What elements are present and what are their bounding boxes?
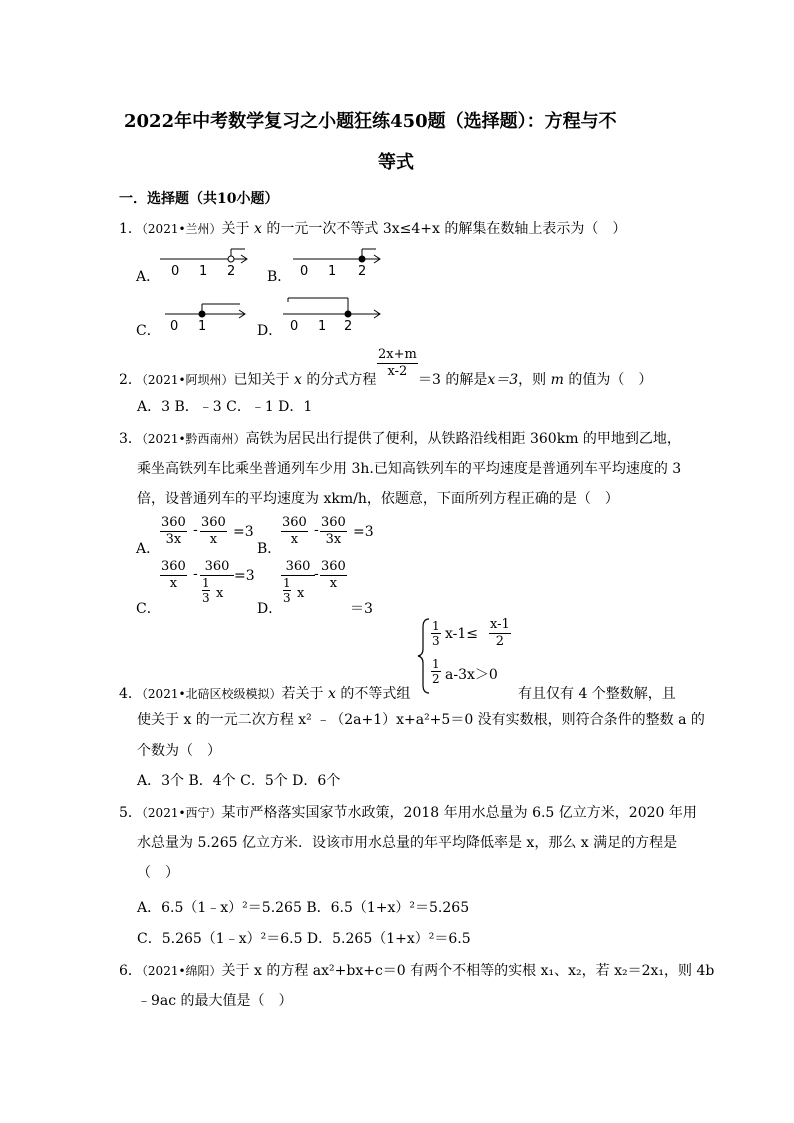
q3c-eq: =3 xyxy=(234,568,255,584)
q3a-minus: - xyxy=(193,522,198,538)
q3c-frac-2: 360 1 3 x xyxy=(200,559,234,610)
q5-number: 5． xyxy=(119,805,142,821)
q1-text-a: 关于 xyxy=(221,221,250,237)
q3c-minus: - xyxy=(193,566,198,582)
question-6-line2: ﹣9ac 的最大值是（ ） xyxy=(137,993,293,1009)
q1-option-a-numberline xyxy=(155,247,255,277)
q3-option-b-label: B． xyxy=(257,541,282,557)
question-4-line2: 使关于 x 的一元二次方程 x² ﹣（2a+1）x+a²+5＝0 没有实数根，则符合条件的整数 a 的 xyxy=(137,712,705,728)
q3b-frac-2: $\frac{360}{3x}$ xyxy=(321,515,346,547)
q1-option-d-numberline xyxy=(278,296,388,332)
q4-options: A．3个 B．4个 C．5个 D．6个 xyxy=(137,773,341,789)
q3-option-a-label: A． xyxy=(136,541,161,557)
q2-var-m: m xyxy=(550,372,564,388)
q4-sys1-mid: x-1≤ xyxy=(445,626,479,642)
q4-sys2-frac: $\frac{1}{2}$ xyxy=(432,657,440,686)
q1-option-a-label: A． xyxy=(136,269,161,285)
q1a-tick-1: 1 xyxy=(199,264,208,277)
q6-text-line1: 关于 x 的方程 ax²+bx+c＝0 有两个不相等的实根 x₁、x₂，若 x₂＝2x₁，则 4b xyxy=(221,963,715,979)
q1d-tick-2: 2 xyxy=(344,319,353,332)
q2-fraction xyxy=(377,347,418,380)
q2-text-b: 的分式方程 xyxy=(306,372,377,388)
q1-option-c-label: C． xyxy=(136,323,161,339)
q2-text-d: ，则 xyxy=(518,372,547,388)
q2-frac-den: x-2 xyxy=(387,364,408,379)
q2-text-e: 的值为（ ） xyxy=(568,372,653,388)
q2-number: 2． xyxy=(119,372,142,388)
q2-solution: x＝3 xyxy=(487,372,519,388)
q1-text-c: 的解集在数轴上表示为（ ） xyxy=(444,221,627,237)
q1-number: 1． xyxy=(119,221,142,237)
q1b-tick-0: 0 xyxy=(300,264,309,277)
q3b-eq: =3 xyxy=(353,524,374,540)
q1a-tick-2: 2 xyxy=(227,264,236,277)
q3d-frac-2: $\frac{360}{x}$ xyxy=(321,559,346,591)
q4-text-a: 若关于 xyxy=(281,686,324,702)
question-6-line1 xyxy=(119,960,714,980)
question-2-cont xyxy=(418,369,652,389)
q3a-frac-2: $\frac{360}{x}$ xyxy=(201,515,226,547)
q3d-eq: ＝3 xyxy=(350,601,373,617)
q2-source: （2021•阿坝州） xyxy=(141,373,234,387)
page-title-line2: 等式 xyxy=(378,152,414,173)
q1c-tick-0: 0 xyxy=(170,319,179,332)
question-5-line1 xyxy=(119,802,697,822)
q3-number: 3． xyxy=(119,431,142,447)
q3a-eq: =3 xyxy=(233,524,254,540)
q1-text-b: 的一元一次不等式 xyxy=(266,221,379,237)
question-3-line2: 乘坐高铁列车比乘坐普通列车少用 3h.已知高铁列车的平均速度是普通列车平均速度的 3 xyxy=(137,461,682,477)
q1d-tick-1: 1 xyxy=(318,319,327,332)
q1c-tick-1: 1 xyxy=(198,319,207,332)
q4-text-b: 的不等式组 xyxy=(340,686,411,702)
question-2 xyxy=(119,369,376,389)
q5-options-ab: A．6.5（1﹣x）²＝5.265 B．6.5（1+x）²＝5.265 xyxy=(137,900,470,916)
q5-options-cd: C．5.265（1﹣x）²＝6.5 D．5.265（1+x）²＝6.5 xyxy=(137,931,471,947)
q1a-tick-0: 0 xyxy=(171,264,180,277)
q3-source: （2021•黔西南州） xyxy=(141,432,246,446)
q1-source: （2021•兰州） xyxy=(141,222,222,236)
q4-sys1-rhs: $\frac{x-1}{2}$ xyxy=(490,617,510,649)
q4-sys2-rest: a-3x＞0 xyxy=(445,667,498,683)
q3-option-d-label: D． xyxy=(257,601,283,617)
q3a-frac-1: $\frac{360}{3x}$ xyxy=(161,515,186,547)
q3-option-c-label: C． xyxy=(136,601,161,617)
q1-option-b-numberline xyxy=(288,247,388,277)
q6-source: （2021•绵阳） xyxy=(141,964,222,978)
q4-brace xyxy=(417,617,431,695)
q3b-frac-1: $\frac{360}{x}$ xyxy=(282,515,307,547)
question-4-line3: 个数为（ ） xyxy=(137,743,221,759)
q1-option-d-label: D． xyxy=(257,323,283,339)
question-3-line3: 倍，设普通列车的平均速度为 xkm/h，依题意，下面所列方程正确的是（ ） xyxy=(137,491,619,507)
question-4-line1-tail: 有且仅有 4 个整数解，且 xyxy=(518,686,676,702)
q4-sys1-frac: $\frac{1}{3}$ xyxy=(432,619,440,648)
page-title-line1: 2022年中考数学复习之小题狂练450题（选择题）：方程与不 xyxy=(124,111,617,132)
question-5-line3: （ ） xyxy=(137,865,179,881)
question-5-line2: 水总量为 5.265 亿立方米．设该市用水总量的年平均降低率是 x，那么 x 满足的方程是 xyxy=(137,835,678,851)
q5-source: （2021•西宁） xyxy=(141,806,222,820)
q3d-minus: - xyxy=(314,566,319,582)
question-1 xyxy=(119,218,626,238)
question-4-line1 xyxy=(119,683,410,703)
q2-text-c: ＝3 的解是 xyxy=(418,372,488,388)
q6-number: 6． xyxy=(119,963,142,979)
q2-text-a: 已知关于 xyxy=(233,372,290,388)
q3-text-line1: 高铁为居民出行提供了便利，从铁路沿线相距 360km 的甲地到乙地， xyxy=(245,431,681,447)
q3c-frac-1: $\frac{360}{x}$ xyxy=(161,559,186,591)
q3b-minus: - xyxy=(314,522,319,538)
q1-option-c-numberline xyxy=(160,302,250,332)
q1b-tick-1: 1 xyxy=(328,264,337,277)
q1-var: x xyxy=(254,221,262,237)
q1b-tick-2: 2 xyxy=(358,264,367,277)
q1-option-b-label: B． xyxy=(267,269,292,285)
q2-frac-num: 2x+m xyxy=(378,347,417,362)
q5-text-line1: 某市严格落实国家节水政策，2018 年用水总量为 6.5 亿立方米，2020 年用 xyxy=(221,805,697,821)
q1-inequality: 3x≤4+x xyxy=(382,221,440,237)
q4-source: （2021•北碚区校级模拟） xyxy=(141,687,282,701)
q2-var: x xyxy=(294,372,302,388)
q1d-tick-0: 0 xyxy=(290,319,299,332)
q3d-frac-1: 360 1 3 x xyxy=(281,559,315,610)
q2-options: A．3 B．﹣3 C．﹣1 D．1 xyxy=(137,399,313,415)
question-3-line1 xyxy=(119,428,681,448)
q4-var: x xyxy=(328,686,336,702)
q4-number: 4． xyxy=(119,686,142,702)
section-heading: 一．选择题（共10小题） xyxy=(119,191,279,207)
